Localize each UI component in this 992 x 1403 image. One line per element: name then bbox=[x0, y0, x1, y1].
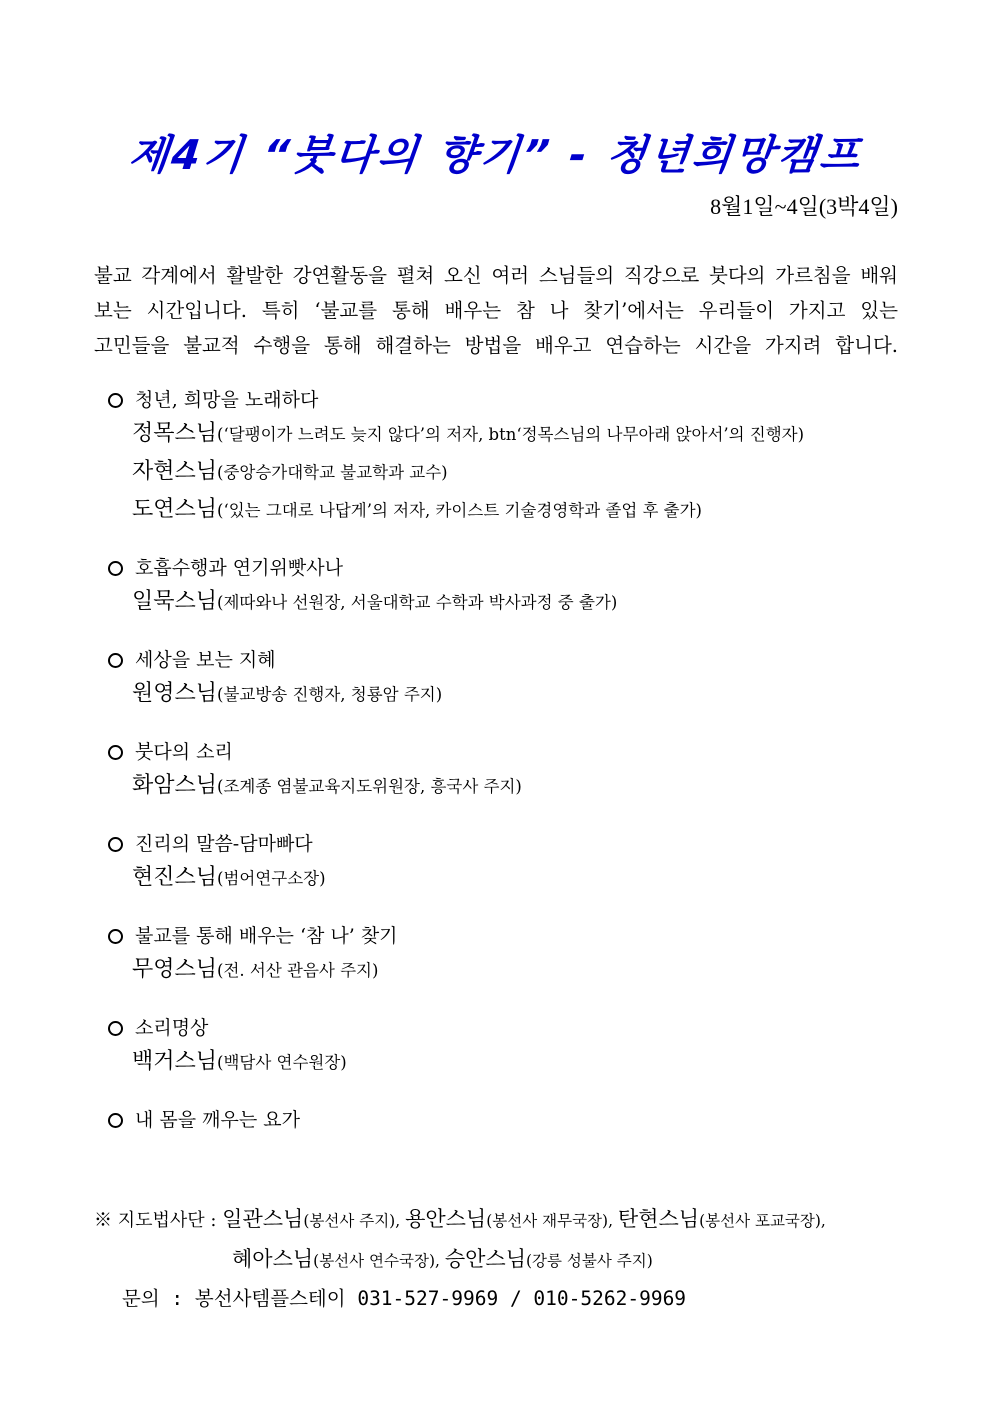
speaker-desc: (‘있는 그대로 나답게’의 저자, 카이스트 기술경영학과 졸업 후 출가) bbox=[217, 501, 702, 520]
speaker-desc: (전. 서산 관음사 주지) bbox=[217, 961, 379, 980]
instructor-name: 용안스님 bbox=[405, 1207, 487, 1231]
page-title: 제4기 “붓다의 향기” - 청년희망캠프 bbox=[126, 131, 865, 179]
program-section bbox=[108, 645, 908, 713]
intro-line: 보는 시간입니다. 특히 ‘불교를 통해 배우는 참 나 찾기’에서는 우리들이 가지고 있는 bbox=[94, 299, 898, 322]
circle-bullet-icon bbox=[108, 1021, 123, 1036]
speaker-name: 화암스님 bbox=[132, 773, 218, 798]
speaker-entry bbox=[108, 675, 908, 713]
speaker-name: 무영스님 bbox=[132, 957, 218, 982]
speaker-desc: (백담사 연수원장) bbox=[217, 1053, 347, 1072]
speaker-entry bbox=[108, 859, 908, 897]
intro-paragraph bbox=[94, 258, 898, 363]
speaker-desc: (조계종 염불교육지도위원장, 흥국사 주지) bbox=[217, 777, 522, 796]
instructor-desc: (강릉 성불사 주지) bbox=[526, 1252, 653, 1270]
speaker-entry bbox=[108, 583, 908, 621]
speaker-entry bbox=[108, 951, 908, 989]
instructor-name: 승안스님 bbox=[444, 1247, 526, 1271]
speaker-name: 원영스님 bbox=[132, 681, 218, 706]
intro-line: 불교 각계에서 활발한 강연활동을 펼쳐 오신 여러 스님들의 직강으로 붓다의 가르침을 배워 bbox=[94, 264, 898, 287]
speaker-desc: (‘달팽이가 느려도 늦지 않다’의 저자, btn‘정목스님의 나무아래 앉아서’의 진행자) bbox=[217, 425, 805, 444]
circle-bullet-icon bbox=[108, 561, 123, 576]
section-heading: 불교를 통해 배우는 ‘참 나’ 찾기 bbox=[135, 925, 398, 947]
section-heading: 붓다의 소리 bbox=[135, 741, 233, 763]
instructors-line bbox=[94, 1240, 954, 1280]
instructor-desc: (봉선사 재무국장), bbox=[486, 1212, 618, 1230]
contact-info: 문의 : 봉선사템플스테이 031-527-9969 / 010-5262-9969 bbox=[122, 1287, 687, 1310]
instructor-desc: (봉선사 주지), bbox=[303, 1212, 406, 1230]
program-section bbox=[108, 921, 908, 989]
section-heading: 호흡수행과 연기위빳사나 bbox=[135, 557, 343, 579]
instructors-line bbox=[94, 1200, 954, 1240]
circle-bullet-icon bbox=[108, 929, 123, 944]
section-heading: 세상을 보는 지혜 bbox=[135, 649, 276, 671]
section-heading: 내 몸을 깨우는 요가 bbox=[135, 1109, 300, 1131]
program-section bbox=[108, 1105, 908, 1135]
circle-bullet-icon bbox=[108, 393, 123, 408]
speaker-entry bbox=[108, 491, 908, 529]
instructor-name: 탄현스님 bbox=[617, 1207, 700, 1231]
program-section bbox=[108, 385, 908, 529]
section-heading: 소리명상 bbox=[135, 1017, 209, 1039]
speaker-name: 일묵스님 bbox=[132, 589, 218, 614]
instructors-footer bbox=[94, 1200, 954, 1318]
instructors-label: ※ 지도법사단 : bbox=[94, 1210, 223, 1231]
program-sections bbox=[108, 385, 908, 1159]
speaker-entry bbox=[108, 453, 908, 491]
speaker-desc: (불교방송 진행자, 청룡암 주지) bbox=[217, 685, 443, 704]
program-section bbox=[108, 829, 908, 897]
program-section bbox=[108, 737, 908, 805]
circle-bullet-icon bbox=[108, 837, 123, 852]
speaker-entry bbox=[108, 415, 908, 453]
speaker-name: 자현스님 bbox=[132, 459, 218, 484]
speaker-name: 현진스님 bbox=[132, 865, 218, 890]
instructor-desc: (봉선사 연수국장), bbox=[313, 1252, 445, 1270]
program-section bbox=[108, 553, 908, 621]
circle-bullet-icon bbox=[108, 1113, 123, 1128]
speaker-desc: (제따와나 선원장, 서울대학교 수학과 박사과정 중 출가) bbox=[217, 593, 618, 612]
circle-bullet-icon bbox=[108, 745, 123, 760]
instructor-desc: (봉선사 포교국장), bbox=[699, 1212, 826, 1230]
program-section bbox=[108, 1013, 908, 1081]
speaker-desc: (중앙승가대학교 불교학과 교수) bbox=[217, 463, 448, 482]
circle-bullet-icon bbox=[108, 653, 123, 668]
instructor-name: 일관스님 bbox=[222, 1207, 304, 1231]
speaker-name: 백거스님 bbox=[132, 1049, 218, 1074]
section-heading: 진리의 말씀-담마빠다 bbox=[135, 833, 313, 855]
speaker-name: 정목스님 bbox=[132, 421, 218, 446]
speaker-desc: (범어연구소장) bbox=[217, 869, 326, 888]
instructor-name: 혜아스님 bbox=[232, 1247, 314, 1271]
section-heading: 청년, 희망을 노래하다 bbox=[135, 389, 319, 411]
intro-line: 고민들을 불교적 수행을 통해 해결하는 방법을 배우고 연습하는 시간을 가지려 합니다. bbox=[94, 334, 898, 357]
camp-dates: 8월1일~4일(3박4일) bbox=[710, 194, 898, 219]
speaker-entry bbox=[108, 767, 908, 805]
speaker-entry bbox=[108, 1043, 908, 1081]
speaker-name: 도연스님 bbox=[132, 497, 218, 522]
